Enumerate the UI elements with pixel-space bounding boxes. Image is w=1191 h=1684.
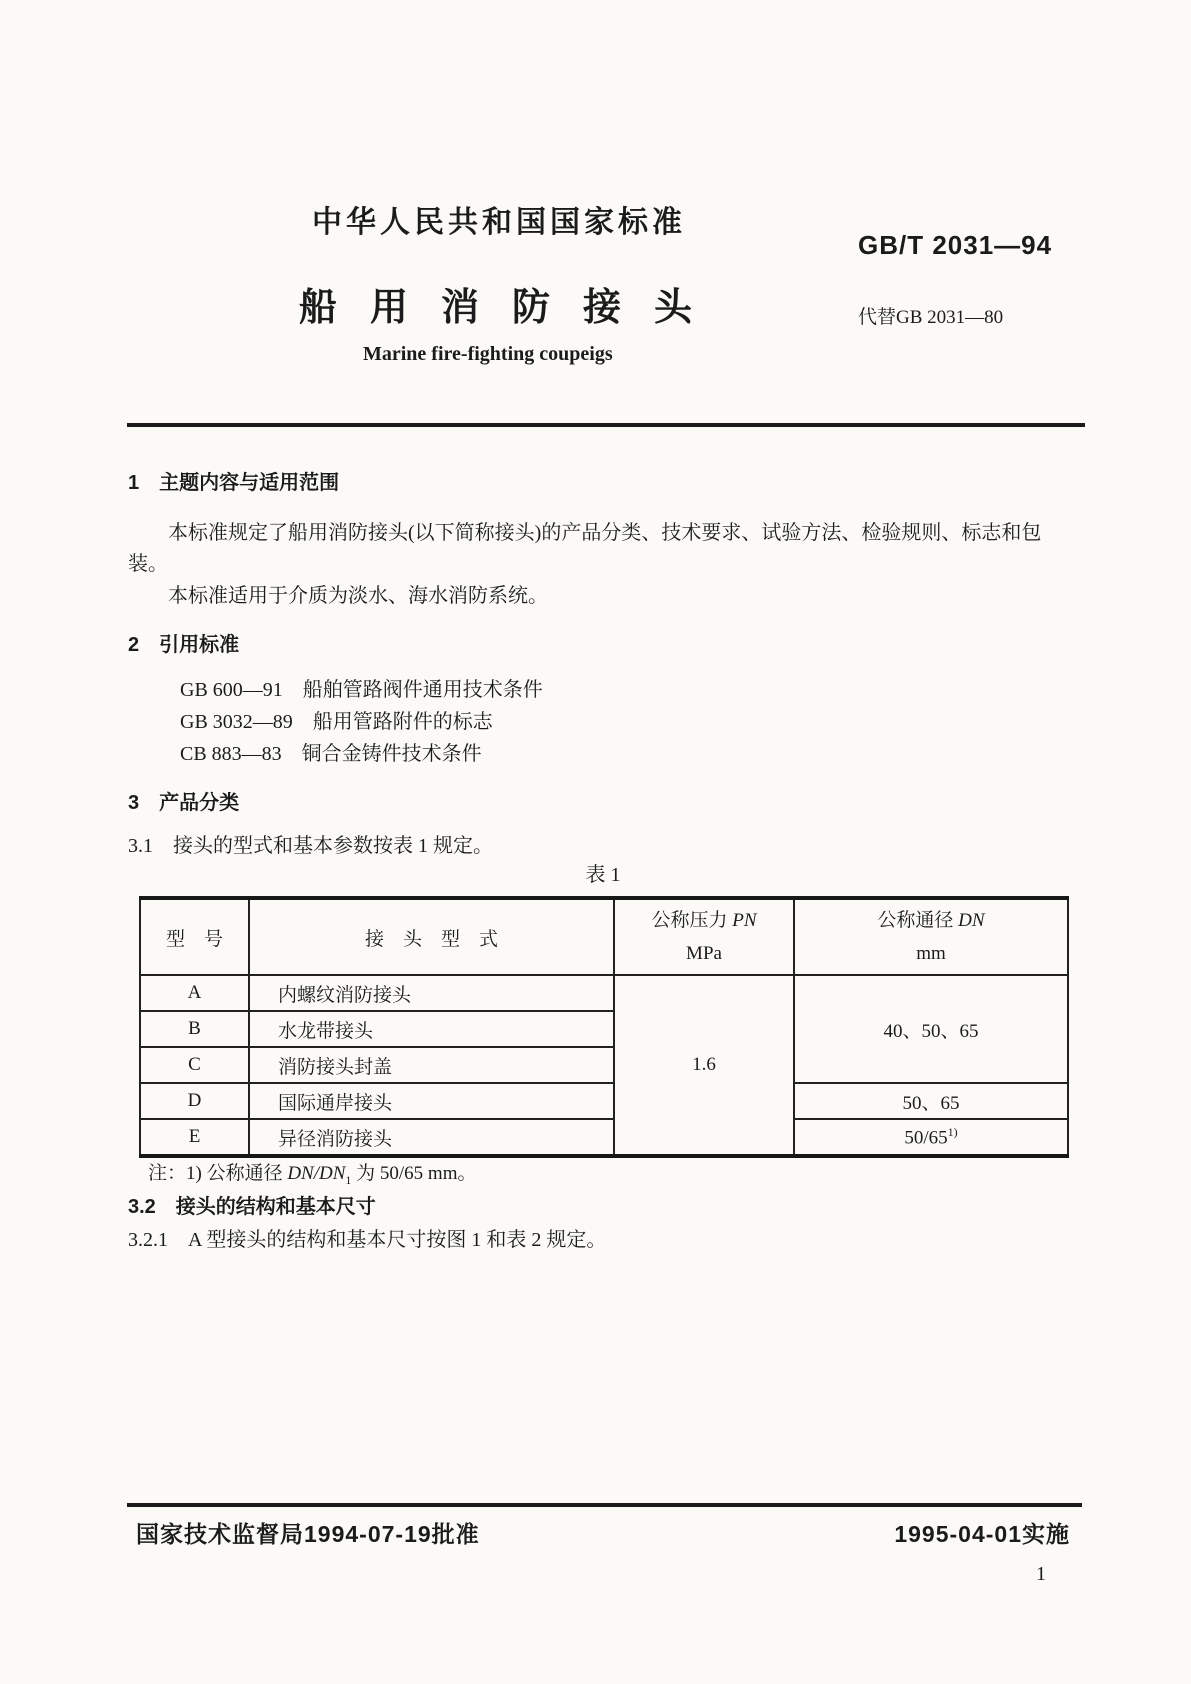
replaces-note: 代替GB 2031—80 [858,307,1004,328]
section-2-heading: 2 引用标准 [128,634,240,656]
approval-authority-date: 国家技术监督局1994-07-19批准 [136,1521,480,1547]
section-1-paragraph-line: 本标准规定了船用消防接头(以下简称接头)的产品分类、技术要求、试验方法、检验规则、标志和包 [168,522,1042,544]
implementation-date: 1995-04-01实施 [894,1521,1070,1547]
dn-label: 公称通径 [877,910,959,931]
standard-code: GB/T 2031—94 [858,230,1053,260]
col-header-type: 接 头 型 式 [249,898,614,975]
table-header-row [140,898,1068,975]
footer-divider [127,1503,1082,1507]
col-header-dn [794,898,1068,975]
header-divider [127,423,1085,427]
dn-value: 50/65 [904,1127,948,1149]
type-cell: 水龙带接头 [249,1011,614,1047]
dn-value-cell [794,1119,1068,1156]
dn-value-cell: 50、65 [794,1083,1068,1119]
table-row [140,975,1068,1011]
page-number: 1 [1036,1563,1046,1585]
reference-item: GB 3032—89 船用管路附件的标志 [180,711,493,733]
dn-unit: mm [916,943,946,964]
note-text: 注：1) 公称通径 [148,1163,288,1184]
model-cell: A [140,975,249,1011]
model-cell: D [140,1083,249,1119]
reference-item: GB 600—91 船舶管路阀件通用技术条件 [180,679,543,701]
model-cell: E [140,1119,249,1156]
col-header-pn [614,898,794,975]
clause-3-1: 3.1 接头的型式和基本参数按表 1 规定。 [128,835,493,857]
footnote-marker: 1) [947,1124,958,1139]
pn-label: 公称压力 [651,910,733,931]
section-1-paragraph-line: 装。 [128,553,168,575]
document-title-chinese: 船用消防接头 [299,287,726,329]
clause-3-2-heading: 3.2 接头的结构和基本尺寸 [128,1196,376,1218]
table-1-caption: 表 1 [585,864,621,886]
section-1-paragraph: 本标准适用于介质为淡水、海水消防系统。 [168,585,548,607]
clause-3-2-1: 3.2.1 A 型接头的结构和基本尺寸按图 1 和表 2 规定。 [128,1229,607,1251]
section-1-heading: 1 主题内容与适用范围 [128,472,340,494]
table-row [140,1083,1068,1119]
pn-symbol: PN [732,910,757,931]
model-cell: B [140,1011,249,1047]
type-cell: 内螺纹消防接头 [249,975,614,1011]
type-cell: 异径消防接头 [249,1119,614,1156]
section-3-heading: 3 产品分类 [128,792,240,814]
dn-symbol: DN [958,910,985,931]
reference-item: CB 883—83 铜合金铸件技术条件 [180,743,482,765]
model-cell: C [140,1047,249,1083]
reference-list [180,674,543,770]
dn-value-cell: 40、50、65 [794,975,1068,1083]
table-1-note [148,1158,477,1188]
table-row [140,1119,1068,1156]
type-cell: 国际通岸接头 [249,1083,614,1119]
type-cell: 消防接头封盖 [249,1047,614,1083]
standard-type-title: 中华人民共和国国家标准 [312,206,686,239]
note-subscript: 1 [345,1172,352,1187]
note-text: 为 50/65 mm。 [351,1163,477,1184]
note-symbol: DN/DN [287,1163,346,1184]
document-title-english: Marine fire-fighting coupeigs [363,343,613,365]
table-1 [139,896,1069,1158]
col-header-model: 型 号 [140,898,249,975]
pn-unit: MPa [686,943,722,964]
pn-value-cell: 1.6 [614,975,794,1156]
